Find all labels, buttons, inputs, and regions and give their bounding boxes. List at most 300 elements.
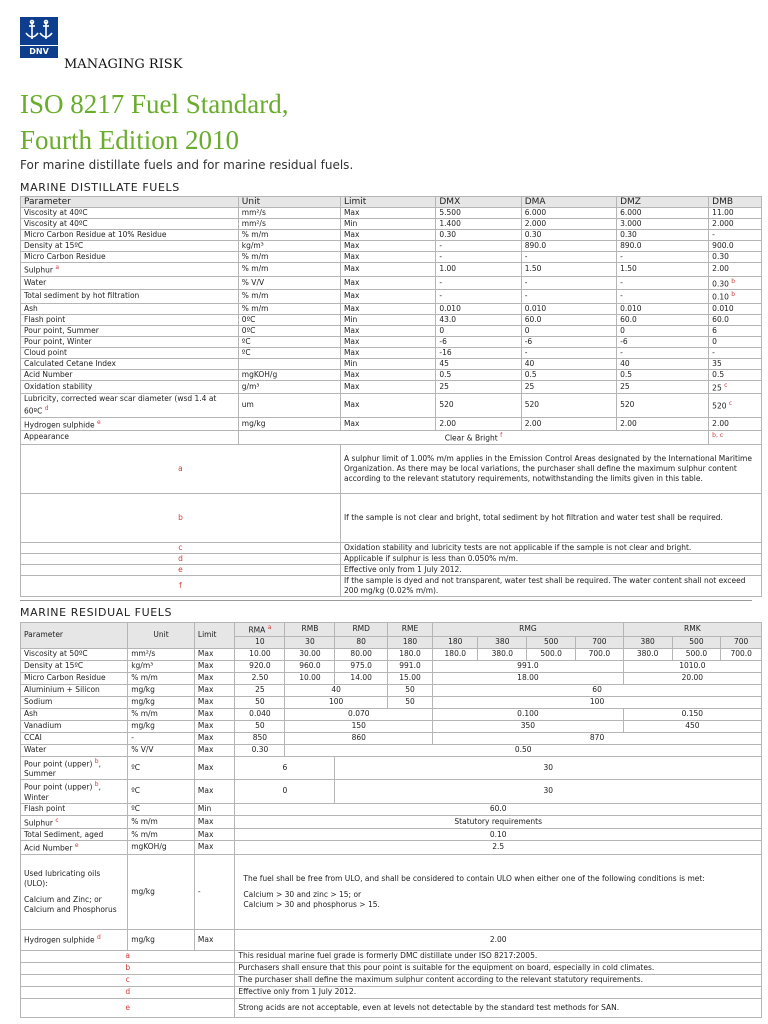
limit-cell: Max (194, 648, 235, 660)
value-text: 2.00 (712, 418, 729, 428)
column-header: RMD (335, 623, 387, 637)
param-cell (21, 358, 239, 369)
value-cell: 0.100 (433, 708, 624, 720)
value-cell: 0.50 (285, 744, 762, 756)
value-text: 0.010 (712, 303, 734, 313)
param-cell (21, 303, 239, 314)
param-cell: Appearance (21, 431, 239, 445)
value-text: 6 (712, 325, 717, 335)
value-cell (709, 241, 762, 252)
value-cell: 18.00 (433, 672, 624, 684)
footnote-marker: b (731, 291, 736, 298)
column-header: DMB (709, 197, 762, 208)
dnv-logo (20, 17, 58, 59)
unit-cell: kg/m³ (128, 660, 195, 672)
param-cell (21, 417, 239, 431)
table-row (21, 208, 762, 219)
value-cell: 0.150 (623, 708, 761, 720)
param-text: Sulphur (24, 818, 53, 827)
value-cell: Statutory requirements (235, 815, 762, 829)
value-text: 0 (712, 336, 717, 346)
param-text: , Summer (24, 759, 101, 778)
value-cell: 0.30 (436, 230, 521, 241)
unit-cell: 0ºC (238, 325, 340, 336)
table-row (21, 720, 762, 732)
unit-cell: ºC (128, 803, 195, 815)
table-row (21, 431, 762, 445)
value-cell: 700.0 (721, 648, 762, 660)
footnote-row (21, 986, 762, 998)
unit-cell: % m/m (128, 815, 195, 829)
param-text: Micro Carbon Residue (24, 252, 106, 261)
param-cell (21, 394, 239, 418)
value-cell: 2.5 (235, 841, 762, 855)
footnote-marker: c (55, 816, 59, 824)
value-cell: - (436, 290, 521, 304)
unit-cell: mm²/s (238, 208, 340, 219)
value-cell: 450 (623, 720, 761, 732)
value-text: 0.10 (712, 292, 729, 302)
title-line-1: ISO 8217 Fuel Standard, (20, 89, 289, 119)
value-cell: 150 (285, 720, 433, 732)
limit-cell: Max (340, 394, 435, 418)
value-cell: 890.0 (521, 241, 616, 252)
value-cell: 380.0 (478, 648, 527, 660)
unit-cell: 0ºC (238, 314, 340, 325)
param-text: Viscosity at 40ºC (24, 208, 88, 217)
footnote-marker: b (94, 781, 99, 788)
param-text: Used lubricating oils (ULO): (24, 868, 101, 888)
param-cell: CCAI (21, 732, 128, 744)
value-cell: 25 (521, 380, 616, 394)
value-cell: 40 (617, 358, 709, 369)
footnote-row (21, 950, 762, 962)
value-cell: 975.0 (335, 660, 387, 672)
param-text: Viscosity at 40ºC (24, 219, 88, 228)
param-text: Water (24, 277, 47, 287)
footnote-row (21, 493, 762, 542)
footnote-key: e (21, 564, 341, 575)
table-row (21, 780, 762, 804)
value-cell: 0.040 (235, 708, 285, 720)
column-header: RMB (285, 623, 335, 637)
value-cell: 100 (285, 696, 387, 708)
unit-cell: mgKOH/g (238, 369, 340, 380)
residual-table (20, 622, 762, 1018)
limit-cell: - (194, 854, 235, 929)
value-cell (709, 417, 762, 431)
param-text: Pour point, Summer (24, 325, 99, 335)
param-text: , Winter (24, 782, 101, 802)
param-text: Oxidation stability (24, 381, 93, 391)
unit-cell: ºC (128, 780, 195, 804)
table-row (21, 358, 762, 369)
footnote-text: Strong acids are not acceptable, even at levels not detectable by the standard test methods for SAN. (235, 998, 762, 1017)
value-cell: 60.0 (521, 314, 616, 325)
value-cell: 920.0 (235, 660, 285, 672)
footnote-marker: a (55, 264, 60, 271)
param-text: Calcium and Zinc; or Calcium and Phosphorus (24, 894, 117, 914)
footnote-text: If the sample is dyed and not transparent, water test shall be required. The water content shall not exceed 200 mg/kg (0.02% m/m). (340, 575, 761, 596)
value-cell (709, 208, 762, 219)
limit-cell: Max (194, 929, 235, 950)
value-cell: 40 (285, 684, 387, 696)
table-row (21, 803, 762, 815)
value-cell: 0 (235, 780, 335, 804)
table-row (21, 696, 762, 708)
unit-cell: % m/m (238, 303, 340, 314)
grade-number: 700 (576, 636, 624, 648)
unit-cell: % V/V (238, 276, 340, 290)
value-cell (709, 314, 762, 325)
table-row (21, 929, 762, 950)
unit-cell: % m/m (128, 708, 195, 720)
value-cell: 991.0 (387, 660, 432, 672)
value-cell: 0.070 (285, 708, 433, 720)
limit-cell: Min (340, 314, 435, 325)
value-cell: 350 (433, 720, 624, 732)
footnote-key: a (21, 950, 235, 962)
value-text: - (712, 230, 715, 239)
column-header: Unit (238, 197, 340, 208)
footnote-row (21, 542, 762, 553)
value-cell: 180.0 (433, 648, 478, 660)
limit-cell: Max (340, 325, 435, 336)
unit-cell: ºC (128, 756, 195, 780)
value-cell: 0.30 (521, 230, 616, 241)
value-cell: -6 (436, 336, 521, 347)
param-cell (21, 756, 128, 780)
value-text: - (712, 347, 715, 357)
value-cell (709, 230, 762, 241)
limit-cell: Min (340, 219, 435, 230)
value-cell: - (521, 276, 616, 290)
value-cell: 50 (387, 696, 432, 708)
limit-cell: Max (194, 780, 235, 804)
value-cell: 2.00 (436, 417, 521, 431)
value-cell: 0 (436, 325, 521, 336)
value-cell: 1.400 (436, 219, 521, 230)
value-cell (709, 431, 762, 445)
param-text: Acid Number (24, 843, 73, 853)
unit-cell (238, 358, 340, 369)
value-cell: 2.00 (617, 417, 709, 431)
unit-cell: % m/m (238, 230, 340, 241)
value-cell (709, 252, 762, 263)
value-cell: 500.0 (527, 648, 576, 660)
column-header: Unit (128, 623, 195, 649)
limit-cell: Max (340, 347, 435, 358)
table-row (21, 252, 762, 263)
table-row (21, 744, 762, 756)
limit-cell: Max (340, 303, 435, 314)
unit-cell: mg/kg (128, 684, 195, 696)
value-cell (709, 347, 762, 358)
value-cell: 60.0 (617, 314, 709, 325)
ulo-text: Calcium > 30 and zinc > 15; or (243, 889, 362, 899)
param-text: Flash point (24, 314, 66, 324)
value-cell: 2.00 (521, 417, 616, 431)
value-cell: 80.00 (335, 648, 387, 660)
param-cell (21, 325, 239, 336)
grade-number: 700 (721, 636, 762, 648)
param-cell (21, 854, 128, 929)
param-cell (21, 263, 239, 277)
table-row (21, 841, 762, 855)
footnote-key: d (21, 553, 341, 564)
footnote-key: c (21, 542, 341, 553)
title-line-2: Fourth Edition 2010 (20, 125, 240, 155)
column-header: Parameter (21, 623, 128, 649)
table-row (21, 219, 762, 230)
value-cell: 890.0 (617, 241, 709, 252)
footnote-row (21, 553, 762, 564)
footnote-row (21, 998, 762, 1017)
param-text: Lubricity, corrected wear scar diameter (wsd 1.4 at 60ºC (24, 394, 217, 416)
footnote-row (21, 564, 762, 575)
value-cell (709, 263, 762, 277)
param-cell (21, 369, 239, 380)
param-text: Hydrogen sulphide (24, 935, 95, 945)
limit-cell: Max (194, 708, 235, 720)
value-cell: 50 (235, 720, 285, 732)
table-row (21, 263, 762, 277)
table-row (21, 369, 762, 380)
table-row (21, 648, 762, 660)
value-cell: 520 (521, 394, 616, 418)
limit-cell: Max (194, 660, 235, 672)
tagline: MANAGING RISK (64, 57, 183, 72)
footnote-marker: b, c (712, 432, 724, 439)
value-cell: - (521, 252, 616, 263)
value-text: Clear & Bright (444, 433, 498, 443)
param-text: Pour point (upper) (24, 759, 93, 768)
table-row (21, 336, 762, 347)
table-row-ulo (21, 854, 762, 929)
value-cell: 6.000 (617, 208, 709, 219)
footnote-text: Effective only from 1 July 2012. (340, 564, 761, 575)
section-divider (20, 600, 752, 601)
unit-cell: % V/V (128, 744, 195, 756)
footnote-marker: b (731, 277, 736, 285)
value-cell: 30 (335, 756, 762, 780)
footnote-key: d (21, 986, 235, 998)
value-cell: -6 (617, 336, 709, 347)
value-cell (709, 394, 762, 418)
value-cell (709, 290, 762, 304)
value-cell (709, 219, 762, 230)
value-text: 35 (712, 358, 722, 368)
unit-cell: mgKOH/g (128, 841, 195, 855)
value-text: 520 (712, 401, 727, 411)
value-cell: 180.0 (387, 648, 432, 660)
value-cell: 0.30 (617, 230, 709, 241)
param-cell (21, 380, 239, 394)
value-cell: 1.50 (521, 263, 616, 277)
value-text: 25 (712, 383, 722, 392)
value-cell: 50 (387, 684, 432, 696)
value-text: 0.30 (712, 279, 729, 288)
table-row (21, 660, 762, 672)
limit-cell: Max (340, 417, 435, 431)
value-cell: 2.000 (521, 219, 616, 230)
param-text: Density at 15ºC (24, 241, 84, 250)
limit-cell: Max (340, 263, 435, 277)
value-cell: 520 (436, 394, 521, 418)
table-row (21, 708, 762, 720)
value-cell: 25 (436, 380, 521, 394)
value-cell: 0.5 (617, 369, 709, 380)
value-cell: 100 (433, 696, 762, 708)
footnote-marker: d (96, 934, 101, 942)
value-text: 0.30 (712, 252, 729, 261)
ulo-text: The fuel shall be free from ULO, and shall be considered to contain ULO when either one of the following conditions is met: (243, 873, 705, 883)
table-header-row (21, 623, 762, 637)
unit-cell: mm²/s (238, 219, 340, 230)
table-row (21, 732, 762, 744)
param-cell: Water (21, 744, 128, 756)
value-cell (709, 303, 762, 314)
value-cell: 700.0 (576, 648, 624, 660)
table-row (21, 314, 762, 325)
limit-cell: Max (194, 720, 235, 732)
rma-label: RMA (248, 625, 266, 635)
table-row (21, 829, 762, 841)
value-cell: 1010.0 (623, 660, 761, 672)
value-cell: 2.50 (235, 672, 285, 684)
limit-cell: Max (194, 756, 235, 780)
table-row (21, 276, 762, 290)
param-cell (21, 815, 128, 829)
value-cell: 0.010 (521, 303, 616, 314)
param-cell (21, 219, 239, 230)
table-row (21, 230, 762, 241)
value-cell: 850 (235, 732, 285, 744)
limit-cell: Max (194, 696, 235, 708)
unit-cell: kg/m³ (238, 241, 340, 252)
unit-cell: mg/kg (128, 720, 195, 732)
limit-cell: Max (340, 230, 435, 241)
param-cell: Ash (21, 708, 128, 720)
column-header-rma (235, 623, 285, 637)
limit-cell: Max (340, 252, 435, 263)
value-cell: 2.00 (235, 929, 762, 950)
param-text: Sulphur (24, 265, 53, 275)
residual-heading: MARINE RESIDUAL FUELS (20, 606, 173, 619)
limit-cell: Max (340, 380, 435, 394)
unit-cell: um (238, 394, 340, 418)
limit-cell: Max (340, 290, 435, 304)
param-cell (21, 336, 239, 347)
value-cell: -16 (436, 347, 521, 358)
value-cell (709, 336, 762, 347)
footnote-text: A sulphur limit of 1.00% m/m applies in the Emission Control Areas designated by the International Maritime Organization. As there may be local variations, the purchaser shall define the maximum sulphur content according to the relevant statutory requirements, notwithstanding the limits given in this table. (340, 444, 761, 493)
grade-number: 30 (285, 636, 335, 648)
value-text: 2.00 (712, 264, 729, 274)
param-cell: Sodium (21, 696, 128, 708)
value-cell: 30 (335, 780, 762, 804)
value-cell: 380.0 (623, 648, 672, 660)
limit-cell: Min (194, 803, 235, 815)
param-cell (21, 252, 239, 263)
grade-number: 380 (623, 636, 672, 648)
param-text: Pour point (upper) (24, 782, 93, 792)
value-cell: 6.000 (521, 208, 616, 219)
value-cell: 6 (235, 756, 335, 780)
value-cell: - (617, 252, 709, 263)
param-text: Total sediment by hot filtration (24, 291, 140, 301)
value-cell: - (521, 347, 616, 358)
param-cell: Density at 15ºC (21, 660, 128, 672)
column-header: DMA (521, 197, 616, 208)
param-text: Micro Carbon Residue at 10% Residue (24, 230, 167, 239)
limit-cell: Max (194, 672, 235, 684)
grade-number: 10 (235, 636, 285, 648)
value-cell: 991.0 (433, 660, 624, 672)
grade-number: 380 (478, 636, 527, 648)
limit-cell: Max (340, 276, 435, 290)
footnote-text: Applicable if sulphur is less than 0.050% m/m. (340, 553, 761, 564)
param-text: Pour point, Winter (24, 336, 92, 346)
footnote-text: Purchasers shall ensure that this pour point is suitable for the equipment on board, especially in cold climates. (235, 962, 762, 974)
param-text: Hydrogen sulphide (24, 420, 95, 429)
value-cell: 0.5 (521, 369, 616, 380)
value-cell (709, 325, 762, 336)
table-row (21, 325, 762, 336)
value-cell: 860 (285, 732, 433, 744)
footnote-marker: b (94, 757, 99, 765)
value-cell: 5.500 (436, 208, 521, 219)
value-cell: 0.10 (235, 829, 762, 841)
footnote-marker: e (74, 842, 79, 849)
unit-cell: mg/kg (128, 696, 195, 708)
footnote-marker: d (44, 405, 49, 412)
unit-cell: ºC (238, 347, 340, 358)
value-text: 60.0 (712, 314, 729, 324)
table-row (21, 290, 762, 304)
param-cell (21, 929, 128, 950)
unit-cell: % m/m (238, 290, 340, 304)
value-cell (238, 431, 708, 445)
unit-cell: - (128, 732, 195, 744)
value-cell: 25 (235, 684, 285, 696)
column-header: Parameter (21, 197, 239, 208)
footnote-row (21, 575, 762, 596)
unit-cell: ºC (238, 336, 340, 347)
anchor-emblem-icon (20, 17, 58, 45)
table-header-row (21, 197, 762, 208)
param-text: Ash (24, 303, 38, 313)
unit-cell: mg/kg (128, 929, 195, 950)
footnote-key: b (21, 962, 235, 974)
footnote-row (21, 962, 762, 974)
footnote-text: This residual marine fuel grade is formerly DMC distillate under ISO 8217:2005. (235, 950, 762, 962)
value-cell: - (436, 241, 521, 252)
value-cell: 25 (617, 380, 709, 394)
limit-cell: Max (340, 241, 435, 252)
unit-cell: % m/m (238, 252, 340, 263)
param-cell: Aluminium + Silicon (21, 684, 128, 696)
unit-cell: mg/kg (238, 417, 340, 431)
footnote-key: e (21, 998, 235, 1017)
limit-cell: Max (194, 684, 235, 696)
table-row (21, 417, 762, 431)
table-row (21, 303, 762, 314)
table-row (21, 241, 762, 252)
value-text: 0.5 (712, 369, 725, 379)
limit-cell: Min (340, 358, 435, 369)
table-row (21, 347, 762, 358)
